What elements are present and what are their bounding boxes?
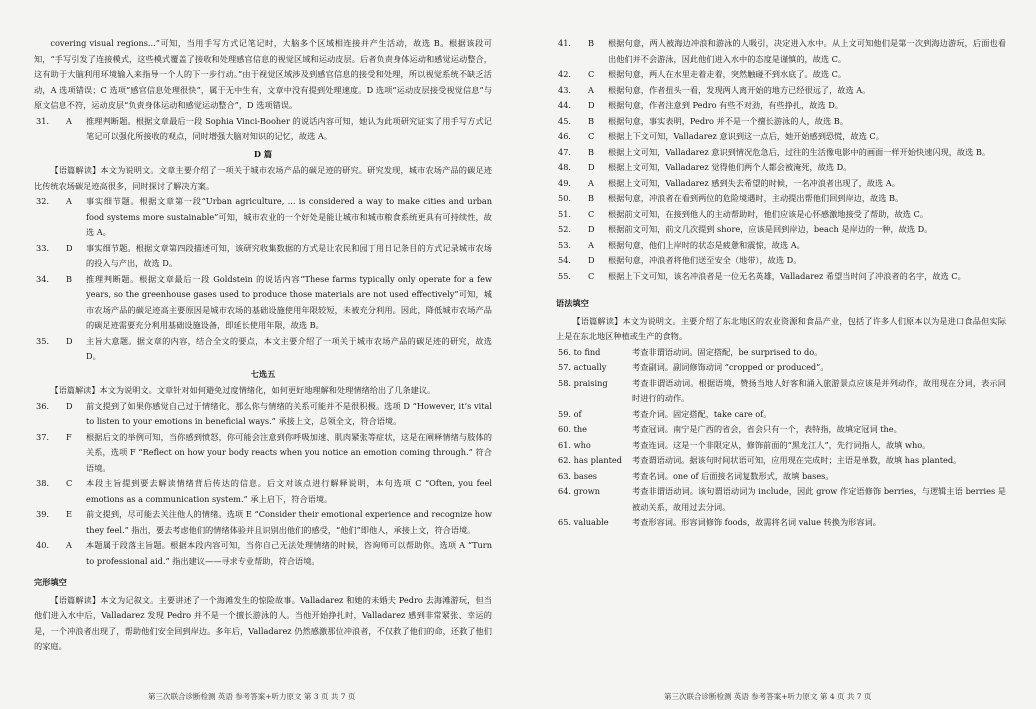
right-page-column bbox=[556, 36, 1006, 531]
answer-key: D bbox=[66, 242, 73, 253]
question-number: 34. bbox=[36, 273, 50, 284]
question-number: 44. bbox=[558, 100, 572, 110]
question-number: 38. bbox=[36, 478, 50, 488]
answer-item bbox=[556, 176, 1006, 192]
answer-explanation: 推理判断题。根据文章最后一段 Sophia Vinci-Booher 的说话内容可知，她认为此项研究证实了用手写方式记笔记可以强化所接收的观点，同时增强大脑对知识的记忆，故选 A。 bbox=[86, 115, 492, 141]
question-number: 52. bbox=[558, 224, 572, 234]
question-number: 49. bbox=[558, 177, 572, 188]
reading-c-last-answer bbox=[34, 114, 492, 145]
answer-explanation: 根据句意，冲浪者在看到两位的危险境遇时，主动提出帮他们回到岸边，故选 B。 bbox=[608, 193, 904, 203]
answer-key: A bbox=[588, 239, 594, 250]
section-seven-intro: 【语篇解读】本文为说明文。文章针对如何避免过度情绪化，如何更好地理解和处理情绪给出了几条建议。 bbox=[50, 385, 436, 395]
answer-item bbox=[556, 422, 1006, 438]
answer-explanation: 主旨大意题。据文章的内容，结合全文的要点，本文主要介绍了一项关于城市农场产品的碳足迹的研究，故选 D。 bbox=[86, 335, 492, 361]
answer-key: D bbox=[588, 255, 595, 265]
answer-key: E bbox=[66, 509, 72, 519]
answer-item bbox=[556, 269, 1006, 285]
answer-explanation: 根据上文可知，Valladarez 感到失去希望的时候，一名冲浪者出现了，故选 A。 bbox=[608, 177, 900, 188]
answer-explanation: 根据前文可知，在接到他人的主动帮助时，他们应该是心怀感激地接受了帮助，故选 C。 bbox=[608, 208, 928, 219]
answer-item bbox=[556, 191, 1006, 207]
question-number: 53. bbox=[558, 239, 572, 250]
answer-item bbox=[556, 360, 1006, 376]
question-answer: 61. who bbox=[558, 439, 591, 450]
question-number: 39. bbox=[36, 509, 50, 519]
cloze-answers bbox=[556, 36, 1006, 284]
answer-item bbox=[556, 484, 1006, 515]
answer-key: C bbox=[588, 270, 595, 281]
question-number: 46. bbox=[558, 131, 572, 141]
answer-explanation: 根据句意，冲浪者将他们送至安全（地带），故选 D。 bbox=[608, 255, 802, 265]
answer-key: B bbox=[588, 115, 595, 126]
question-answer: 64. grown bbox=[558, 486, 600, 496]
question-number: 42. bbox=[558, 69, 572, 79]
answer-explanation: 根据上下文可知，Valladarez 意识到这一点后，她开始感到恐慌，故选 C。 bbox=[608, 131, 884, 141]
answer-key: C bbox=[588, 208, 595, 219]
answer-key: C bbox=[588, 69, 595, 79]
question-answer: 65. valuable bbox=[558, 517, 609, 527]
answer-explanation: 事实细节题。根据文章第一段“Urban agriculture, ... is considered a way to make cities and urban food systems more sustainable”可知，城市农业的一个好处是能让城市和城市粮食系统更具有可持续性，故选 A。 bbox=[86, 196, 492, 237]
answer-item bbox=[556, 438, 1006, 454]
answer-item bbox=[34, 399, 492, 430]
answer-item bbox=[556, 222, 1006, 238]
answer-item bbox=[34, 241, 492, 272]
answer-key: A bbox=[588, 84, 594, 95]
answer-key: B bbox=[588, 38, 595, 48]
question-answer: 59. of bbox=[558, 408, 582, 419]
answer-item bbox=[556, 453, 1006, 469]
answer-explanation: 考查非谓语动词。根据语境，赞扬当地人好客和涌入旅游景点应该是并列动作，故用现在分词，表示同时进行的动作。 bbox=[632, 377, 1006, 403]
grammar-answers bbox=[556, 345, 1006, 531]
answer-item bbox=[556, 160, 1006, 176]
question-number: 32. bbox=[36, 196, 50, 206]
answer-item bbox=[556, 36, 1006, 67]
answer-item bbox=[34, 114, 492, 145]
answer-explanation: 根据上文可知，Valladarez 觉得他们两个人都会被淹死，故选 D。 bbox=[608, 162, 852, 172]
question-number: 33. bbox=[36, 242, 50, 253]
question-number: 48. bbox=[558, 162, 572, 172]
answer-key: D bbox=[588, 162, 595, 172]
answer-key: C bbox=[588, 131, 595, 141]
answer-explanation: 根据句意，作者注意到 Pedro 有些不对劲，有些挣扎，故选 D。 bbox=[608, 100, 843, 110]
question-number: 47. bbox=[558, 146, 572, 157]
section-d-answers bbox=[34, 194, 492, 365]
answer-item bbox=[556, 376, 1006, 407]
question-number: 43. bbox=[558, 84, 572, 95]
answer-item bbox=[34, 430, 492, 477]
answer-item bbox=[556, 207, 1006, 223]
left-page-column bbox=[34, 36, 492, 655]
continued-explanation: covering visual regions...”可知，当用手写方式记笔记时，大脑多个区域相连接并产生活动，故选 B。根据该段可知，“手写引发了连接模式，这些模式覆盖了接收和处理感官信息的视觉区域和运动皮层。后者负责身体运动和感觉运动整合，这有助于大脑利用环境输入来指导一个人的下一步行动。”由于视觉区域涉及到感官信息的接受和处理，所以视觉系统不缺乏活动，A 选项错误；C 选项“感官信息处理很快”，属于无中生有，文章中没有提到处理速度。D 选项“运动皮层接受视觉信息”与原文信息不符，运动皮层“负责身体运动和感觉运动整合”，D 选项错误。 bbox=[34, 38, 492, 110]
answer-key: D bbox=[588, 224, 595, 234]
answer-item bbox=[556, 345, 1006, 361]
right-page-footer: 第三次联合诊断检测 英语 参考答案+听力原文 第 4 页 共 7 页 bbox=[664, 692, 872, 701]
answer-item bbox=[34, 194, 492, 241]
question-answer: 56. to find bbox=[558, 346, 601, 357]
answer-explanation: 事实细节题。根据文章第四段描述可知，该研究收集数据的方式是让农民和园丁用日记条目的方式记录城市农场的投入与产出，故选 D。 bbox=[86, 242, 492, 268]
section-cloze-intro: 【语篇解读】本文为记叙文。主要讲述了一个海滩发生的惊险故事。Valladarez 和她的未婚夫 Pedro 去海滩游玩，但当他们进入水中后，Valladarez 发现 Pedro 并不是一个擅长游泳的人。当他开始挣扎时，Valladarez 感到非常紧张、幸运的是，一个冲浪者出现了，帮助他们安全回到岸边。多年后，Valladarez 仍然感激那位冲浪者，不仅救了他们的命，还救了他们的家庭。 bbox=[34, 594, 492, 651]
section-seven-answers bbox=[34, 399, 492, 570]
answer-item bbox=[34, 507, 492, 538]
section-grammar-intro: 【语篇解读】本文为说明文。主要介绍了东北地区的农业资源和食品产业，包括了许多人们原本以为是进口食品但实际上是在东北地区种植或生产的食物。 bbox=[556, 315, 1006, 341]
answer-explanation: 考查连词。这是一个非限定从，修饰前面的“黑龙江人”，先行词指人，故填 who。 bbox=[632, 439, 931, 450]
answer-item bbox=[556, 67, 1006, 83]
answer-key: A bbox=[66, 115, 72, 126]
answer-explanation: 根据前文可知，前文几次提到 shore，应该是回到岸边，beach 是岸边的一种，故选 D。 bbox=[608, 224, 933, 234]
answer-key: B bbox=[66, 273, 73, 284]
section-title-grammar: 语法填空 bbox=[556, 298, 589, 308]
question-number: 35. bbox=[36, 335, 50, 346]
answer-item bbox=[556, 238, 1006, 254]
answer-key: D bbox=[66, 335, 73, 346]
answer-key: D bbox=[66, 400, 73, 411]
answer-item bbox=[556, 129, 1006, 145]
answer-explanation: 根据句意，事实表明，Pedro 并不是一个擅长游泳的人，故选 B。 bbox=[608, 115, 848, 126]
question-answer: 58. praising bbox=[558, 377, 608, 388]
answer-explanation: 考查介词。固定搭配，take care of。 bbox=[632, 408, 772, 419]
answer-explanation: 考查非谓语动词。固定搭配，be surprised to do。 bbox=[632, 346, 823, 357]
answer-item bbox=[34, 476, 492, 507]
answer-key: C bbox=[66, 478, 73, 488]
question-number: 36. bbox=[36, 400, 50, 411]
answer-explanation: 根据后文的举例可知，当你感到愤怒，你可能会注意到你呼吸加速、肌肉紧张等症状，这是在阐释情绪与肢体的关系，选项 F “Reflect on how your body reacts when you notice an emotion coming through.” 符合语境。 bbox=[86, 431, 492, 473]
question-number: 31. bbox=[36, 115, 50, 126]
question-number: 45. bbox=[558, 115, 572, 126]
answer-key: A bbox=[66, 196, 72, 206]
answer-item bbox=[556, 98, 1006, 114]
answer-item bbox=[34, 538, 492, 569]
section-title-seven: 七选五 bbox=[250, 368, 276, 379]
answer-key: B bbox=[588, 193, 595, 203]
question-number: 51. bbox=[558, 208, 572, 219]
answer-explanation: 考查名词。one of 后面接名词复数形式，故填 bases。 bbox=[632, 470, 834, 481]
section-title-d: D 篇 bbox=[253, 148, 273, 159]
answer-item bbox=[556, 145, 1006, 161]
answer-item bbox=[556, 114, 1006, 130]
answer-key: B bbox=[588, 146, 595, 157]
answer-item bbox=[556, 253, 1006, 269]
question-number: 37. bbox=[36, 431, 50, 442]
answer-key: A bbox=[66, 540, 72, 550]
answer-key: F bbox=[66, 431, 72, 442]
answer-explanation: 前文提到了如果你感觉自己过于情绪化，那么你与情绪的关系可能并不是很积极。选项 D “However, it’s vital to listen to your emotions in beneficial ways.” 承接上文，总领全文，符合语境。 bbox=[86, 400, 492, 426]
question-number: 50. bbox=[558, 193, 572, 203]
answer-explanation: 根据句意，两人在水里走着走着，突然触碰不到水底了。故选 C。 bbox=[608, 69, 847, 79]
section-title-cloze: 完形填空 bbox=[34, 577, 67, 587]
answer-explanation: 根据上文可知，Valladarez 意识到情况危急后，过往的生活像电影中的画面一样开始快速闪现，故选 B。 bbox=[608, 146, 991, 157]
answer-explanation: 根据上下文可知，该名冲浪者是一位无名英雄，Valladarez 希望当时问了冲浪者的名字，故选 C。 bbox=[608, 270, 966, 281]
left-page-footer: 第三次联合诊断检测 英语 参考答案+听力原文 第 3 页 共 7 页 bbox=[148, 692, 356, 701]
question-answer: 62. has planted bbox=[558, 455, 622, 465]
answer-explanation: 考查副词。副词修饰动词 “cropped or produced”。 bbox=[632, 362, 829, 372]
answer-explanation: 考查谓语动词。据该句时间状语可知，应用现在完成时；主语是单数，故填 has planted。 bbox=[632, 455, 962, 465]
answer-item bbox=[556, 515, 1006, 531]
answer-item bbox=[556, 407, 1006, 423]
question-number: 55. bbox=[558, 270, 572, 281]
answer-explanation: 前文提到，尽可能去关注他人的情绪。选项 E “Consider their emotional experience and recognize how they feel.” 指出，要去考虑他们的情绪体验并且识别出他们的感受，“他们”即他人，承接上文，符合语境。 bbox=[86, 509, 492, 535]
section-d-intro: 【语篇解读】本文为说明文。文章主要介绍了一项关于城市农场产品的碳足迹的研究。研究发现，城市农场产品的碳足迹比传统农场碳足迹高很多，同时探讨了解决方案。 bbox=[34, 165, 492, 191]
answer-explanation: 本题属于段落主旨题。根据本段内容可知，当你自己无法处理情绪的时候，咨询师可以帮助你。选项 A “Turn to professional aid.” 指出建议——寻求专业帮助，符合语境。 bbox=[86, 540, 492, 566]
answer-explanation: 推理判断题。根据文章最后一段 Goldstein 的说话内容“These farms typically only operate for a few years, so the greenhouse gases used to produce those materials are not used effectively”可知，城市农场产品的碳足迹高主要原因是城市农场的基础设施使用年限较短，未被充分利用。因此，降低城市农场产品的碳足迹需要充分利用基础设施设备，即延长使用年限，故选 B。 bbox=[86, 273, 492, 330]
question-answer: 60. the bbox=[558, 424, 588, 434]
question-number: 41. bbox=[558, 38, 572, 48]
answer-key: A bbox=[588, 177, 594, 188]
answer-explanation: 本段主旨提到要去解读情绪背后传达的信息。后文对该点进行解释说明，本句选项 C “Often, you feel emotions as a communication system.” 承上启下，符合语境。 bbox=[86, 478, 492, 504]
answer-item bbox=[556, 469, 1006, 485]
answer-explanation: 考查形容词。形容词修饰 foods，故需将名词 value 转换为形容词。 bbox=[632, 517, 881, 527]
answer-item bbox=[556, 83, 1006, 99]
answer-explanation: 根据句意，他们上岸时的状态是疲惫和震惊，故选 A。 bbox=[608, 239, 805, 250]
question-answer: 63. bases bbox=[558, 470, 597, 481]
question-number: 54. bbox=[558, 255, 572, 265]
answer-explanation: 根据句意，作者扭头一看，发现两人离开始的地方已经很远了，故选 A。 bbox=[608, 84, 871, 95]
answer-explanation: 考查冠词。南宁是广西的省会，省会只有一个，表特指，故填定冠词 the。 bbox=[632, 424, 902, 434]
answer-explanation: 考查非谓语动词。该句谓语动词为 include，因此 grow 作定语修饰 berries，与逻辑主语 berries 是被动关系，故用过去分词。 bbox=[632, 486, 1006, 512]
answer-explanation: 根据句意，两人被海边冲浪和游泳的人吸引，决定进入水中。从上文可知他们是第一次到海边游玩，后面也看出他们并不会游泳，因此他们进入水中的态度是谨慎的，故选 C。 bbox=[608, 38, 1006, 64]
answer-key: D bbox=[588, 100, 595, 110]
answer-item bbox=[34, 334, 492, 365]
question-answer: 57. actually bbox=[558, 362, 607, 372]
question-number: 40. bbox=[36, 540, 50, 550]
answer-item bbox=[34, 272, 492, 334]
